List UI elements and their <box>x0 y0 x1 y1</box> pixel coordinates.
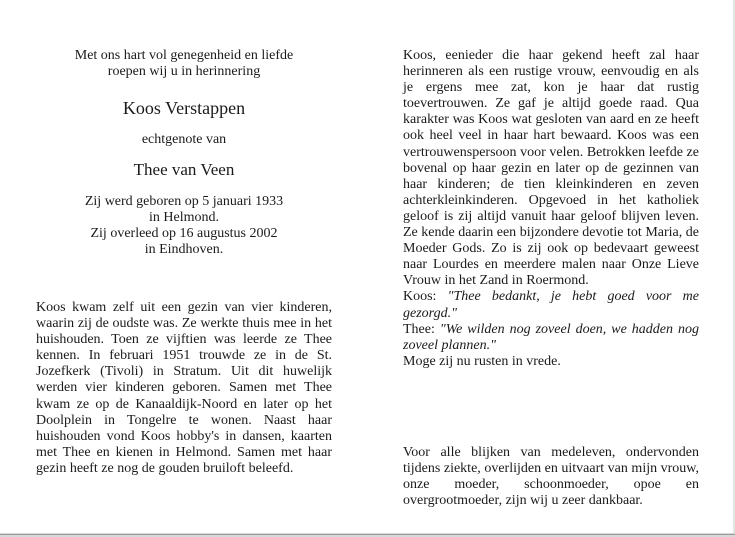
biography-text <box>36 300 332 477</box>
edge-line <box>0 534 735 535</box>
thanks-paragraph: Voor alle blijken van medeleven, ondervonden tijdens ziekte, overlijden en uitvaart van mijn vrouw, onze moeder, schoonmoeder, opoe en overgrootmoeder, zijn wij u zeer dankbaar. <box>403 445 699 509</box>
date-line: in Eindhoven. <box>144 242 224 257</box>
koos-quote: "Thee bedankt, je hebt goed voor me gezorgd." <box>403 289 699 321</box>
thee-quote-line <box>403 322 699 354</box>
date-line: Zij werd geboren op 5 januari 1933 <box>84 194 284 209</box>
intro-line: Met ons hart vol genegenheid en liefde <box>74 48 294 63</box>
koos-label: Koos: <box>403 289 448 305</box>
life-dates <box>36 194 332 258</box>
tribute-paragraph: Koos, eenieder die haar gekend heeft zal haar herinneren als een rustige vrouw, eenvoudig en als je ergens mee zat, kon je haar dat rustig toevertrouwen. Ze gaf je altijd goede raad. Qua karakter was Koos wat gesloten van aard en ze heeft ook heel veel in haar hart bewaard. Koos was een vertrouwenspersoon voor velen. Betrokken leefde ze bovenal op haar gezin en later op de gezinnen van haar kinderen; de tien kleinkinderen en zeven achterkleinkinderen. Opgevoed in het katholiek geloof is zij altijd vanuit haar geloof blijven leven. Ze kende daarin een bijzondere devotie tot Maria, de Moeder Gods. Zo is zij ook op bedevaart geweest naar Lourdes en meerdere malen naar Onze Lieve Vrouw in het Zand in Roermond. <box>403 48 699 289</box>
closing-line: Moge zij nu rusten in vrede. <box>403 353 561 369</box>
koos-quote-line <box>403 289 699 321</box>
spouse-label: echtgenote van <box>141 132 227 147</box>
date-line: Zij overleed op 16 augustus 2002 <box>90 226 278 241</box>
right-column <box>403 48 699 370</box>
left-column <box>36 48 332 258</box>
tribute-text <box>403 48 699 370</box>
biography-paragraph: Koos kwam zelf uit een gezin van vier kinderen, waarin zij de oudste was. Ze werkte thuis mee in het huishouden. Toen ze vijftien was leerde ze Thee kennen. In februari 1951 trouwde ze in de St. Jozefkerk (Tivoli) in Stratum. Uit dit huwelijk werden vier kinderen geboren. Samen met Thee kwam ze op de Kanaaldijk-Noord en later op het Doolplein in Tongelre te wonen. Naast haar huishouden vond Koos hobby's in dansen, kaarten met Thee en kienen in Helmond. Samen met haar gezin heeft ze nog de gouden bruiloft beleefd. <box>36 300 332 476</box>
intro-text <box>36 48 332 80</box>
thee-quote: "We wilden nog zoveel doen, we hadden nog zoveel plannen." <box>403 321 699 353</box>
thee-label: Thee: <box>403 321 440 337</box>
date-line: in Helmond. <box>149 210 219 225</box>
spouse-name: Thee van Veen <box>133 160 235 179</box>
thanks-text <box>403 431 699 523</box>
card-bottom-edge <box>0 533 735 537</box>
deceased-name: Koos Verstappen <box>122 98 246 118</box>
intro-line: roepen wij u in herinnering <box>107 64 261 79</box>
